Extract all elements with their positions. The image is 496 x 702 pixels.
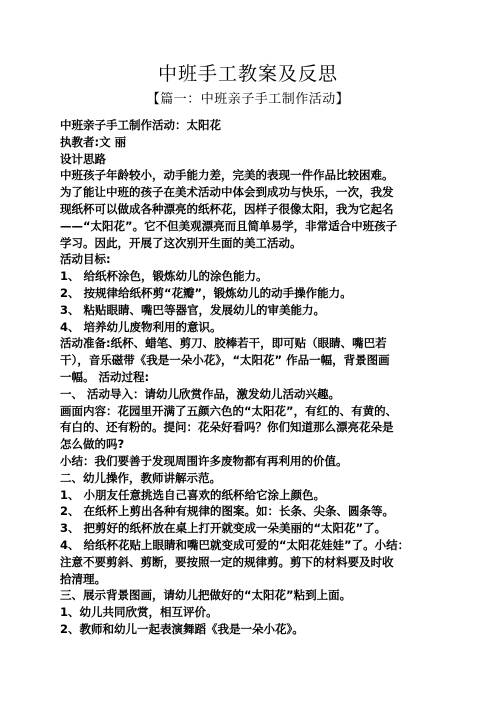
body-line: 3、 把剪好的纸杯放在桌上打开就变成一朵美丽的“太阳花”了。 [60, 521, 387, 536]
document-title: 中班手工教案及反思 [157, 63, 338, 85]
body-line: 注意不要剪斜、剪断，要按照一定的规律剪。剪下的材料要及时收 [60, 554, 394, 569]
body-line: 执教者:文 丽 [60, 134, 127, 149]
body-line: 1、 给纸杯涂色，锻炼幼儿的涂色能力。 [60, 269, 268, 284]
body-line: 小结：我们要善于发现周围许多废物都有再利用的价值。 [60, 453, 348, 468]
body-line: 2、 按规律给纸杯剪“花瓣”，锻炼幼儿的动手操作能力。 [60, 285, 352, 300]
body-line: 活动目标: [60, 252, 111, 267]
body-line: 一、 活动导入：请幼儿欣赏作品，激发幼儿活动兴趣。 [60, 386, 341, 401]
body-line: 学习。因此，开展了这次别开生面的美工活动。 [60, 235, 302, 250]
body-line: 怎么做的吗? [60, 437, 125, 452]
body-line: 拾清理。 [60, 571, 106, 586]
body-line: 现纸杯可以做成各种漂亮的纸杯花，因样子很像太阳，我为它起名 [60, 201, 394, 216]
body-line: 活动准备:纸杯、蜡笔、剪刀、胶棒若干，即可贴（眼睛、嘴巴若 [60, 336, 387, 351]
body-line: 1、幼儿共同欣赏，相互评价。 [60, 605, 218, 620]
body-line: 中班孩子年龄较小，动手能力差，完美的表现一件作品比较困难。 [60, 168, 394, 183]
body-line: 4、 给纸杯花贴上眼睛和嘴巴就变成可爱的“太阳花娃娃”了。小结： [60, 537, 410, 552]
body-line: 3、 粘贴眼睛、嘴巴等器官，发展幼儿的审美能力。 [60, 302, 326, 317]
document-subtitle: 【篇一：中班亲子手工制作活动】 [146, 92, 350, 107]
body-line: 4、 培养幼儿废物利用的意识。 [60, 319, 222, 334]
body-line: 二、幼儿操作，教师讲解示范。 [60, 470, 221, 485]
body-line: 干），音乐磁带《我是一朵小花》，“太阳花” 作品一幅，背景图画 [60, 353, 390, 368]
body-line: 三、展示背景图画，请幼儿把做好的“太阳花”粘到上面。 [60, 588, 352, 603]
body-line: 2、教师和幼儿一起表演舞蹈《我是一朵小花》。 [60, 621, 304, 636]
body-line: 设计思路 [60, 151, 106, 166]
body-line: 有白的、还有粉的。提问：花朵好看吗？你们知道那么漂亮花朵是 [60, 420, 394, 435]
body-line: 一幅。 活动过程: [60, 369, 150, 384]
body-line: 为了能让中班的孩子在美术活动中体会到成功与快乐，一次，我发 [60, 185, 394, 200]
body-line: 1、 小朋友任意挑选自己喜欢的纸杯给它涂上颜色。 [60, 487, 326, 502]
body-line: 中班亲子手工制作活动：太阳花 [60, 118, 221, 132]
body-line: 画面内容：花园里开满了五颜六色的“太阳花”，有红的、有黄的、 [60, 403, 398, 418]
body-line: ——“太阳花”。它不但美观漂亮而且简单易学，非常适合中班孩子 [60, 218, 398, 233]
body-line: 2、 在纸杯上剪出各种有规律的图案。如：长条、尖条、圆条等。 [60, 504, 395, 519]
document-body [60, 117, 460, 638]
